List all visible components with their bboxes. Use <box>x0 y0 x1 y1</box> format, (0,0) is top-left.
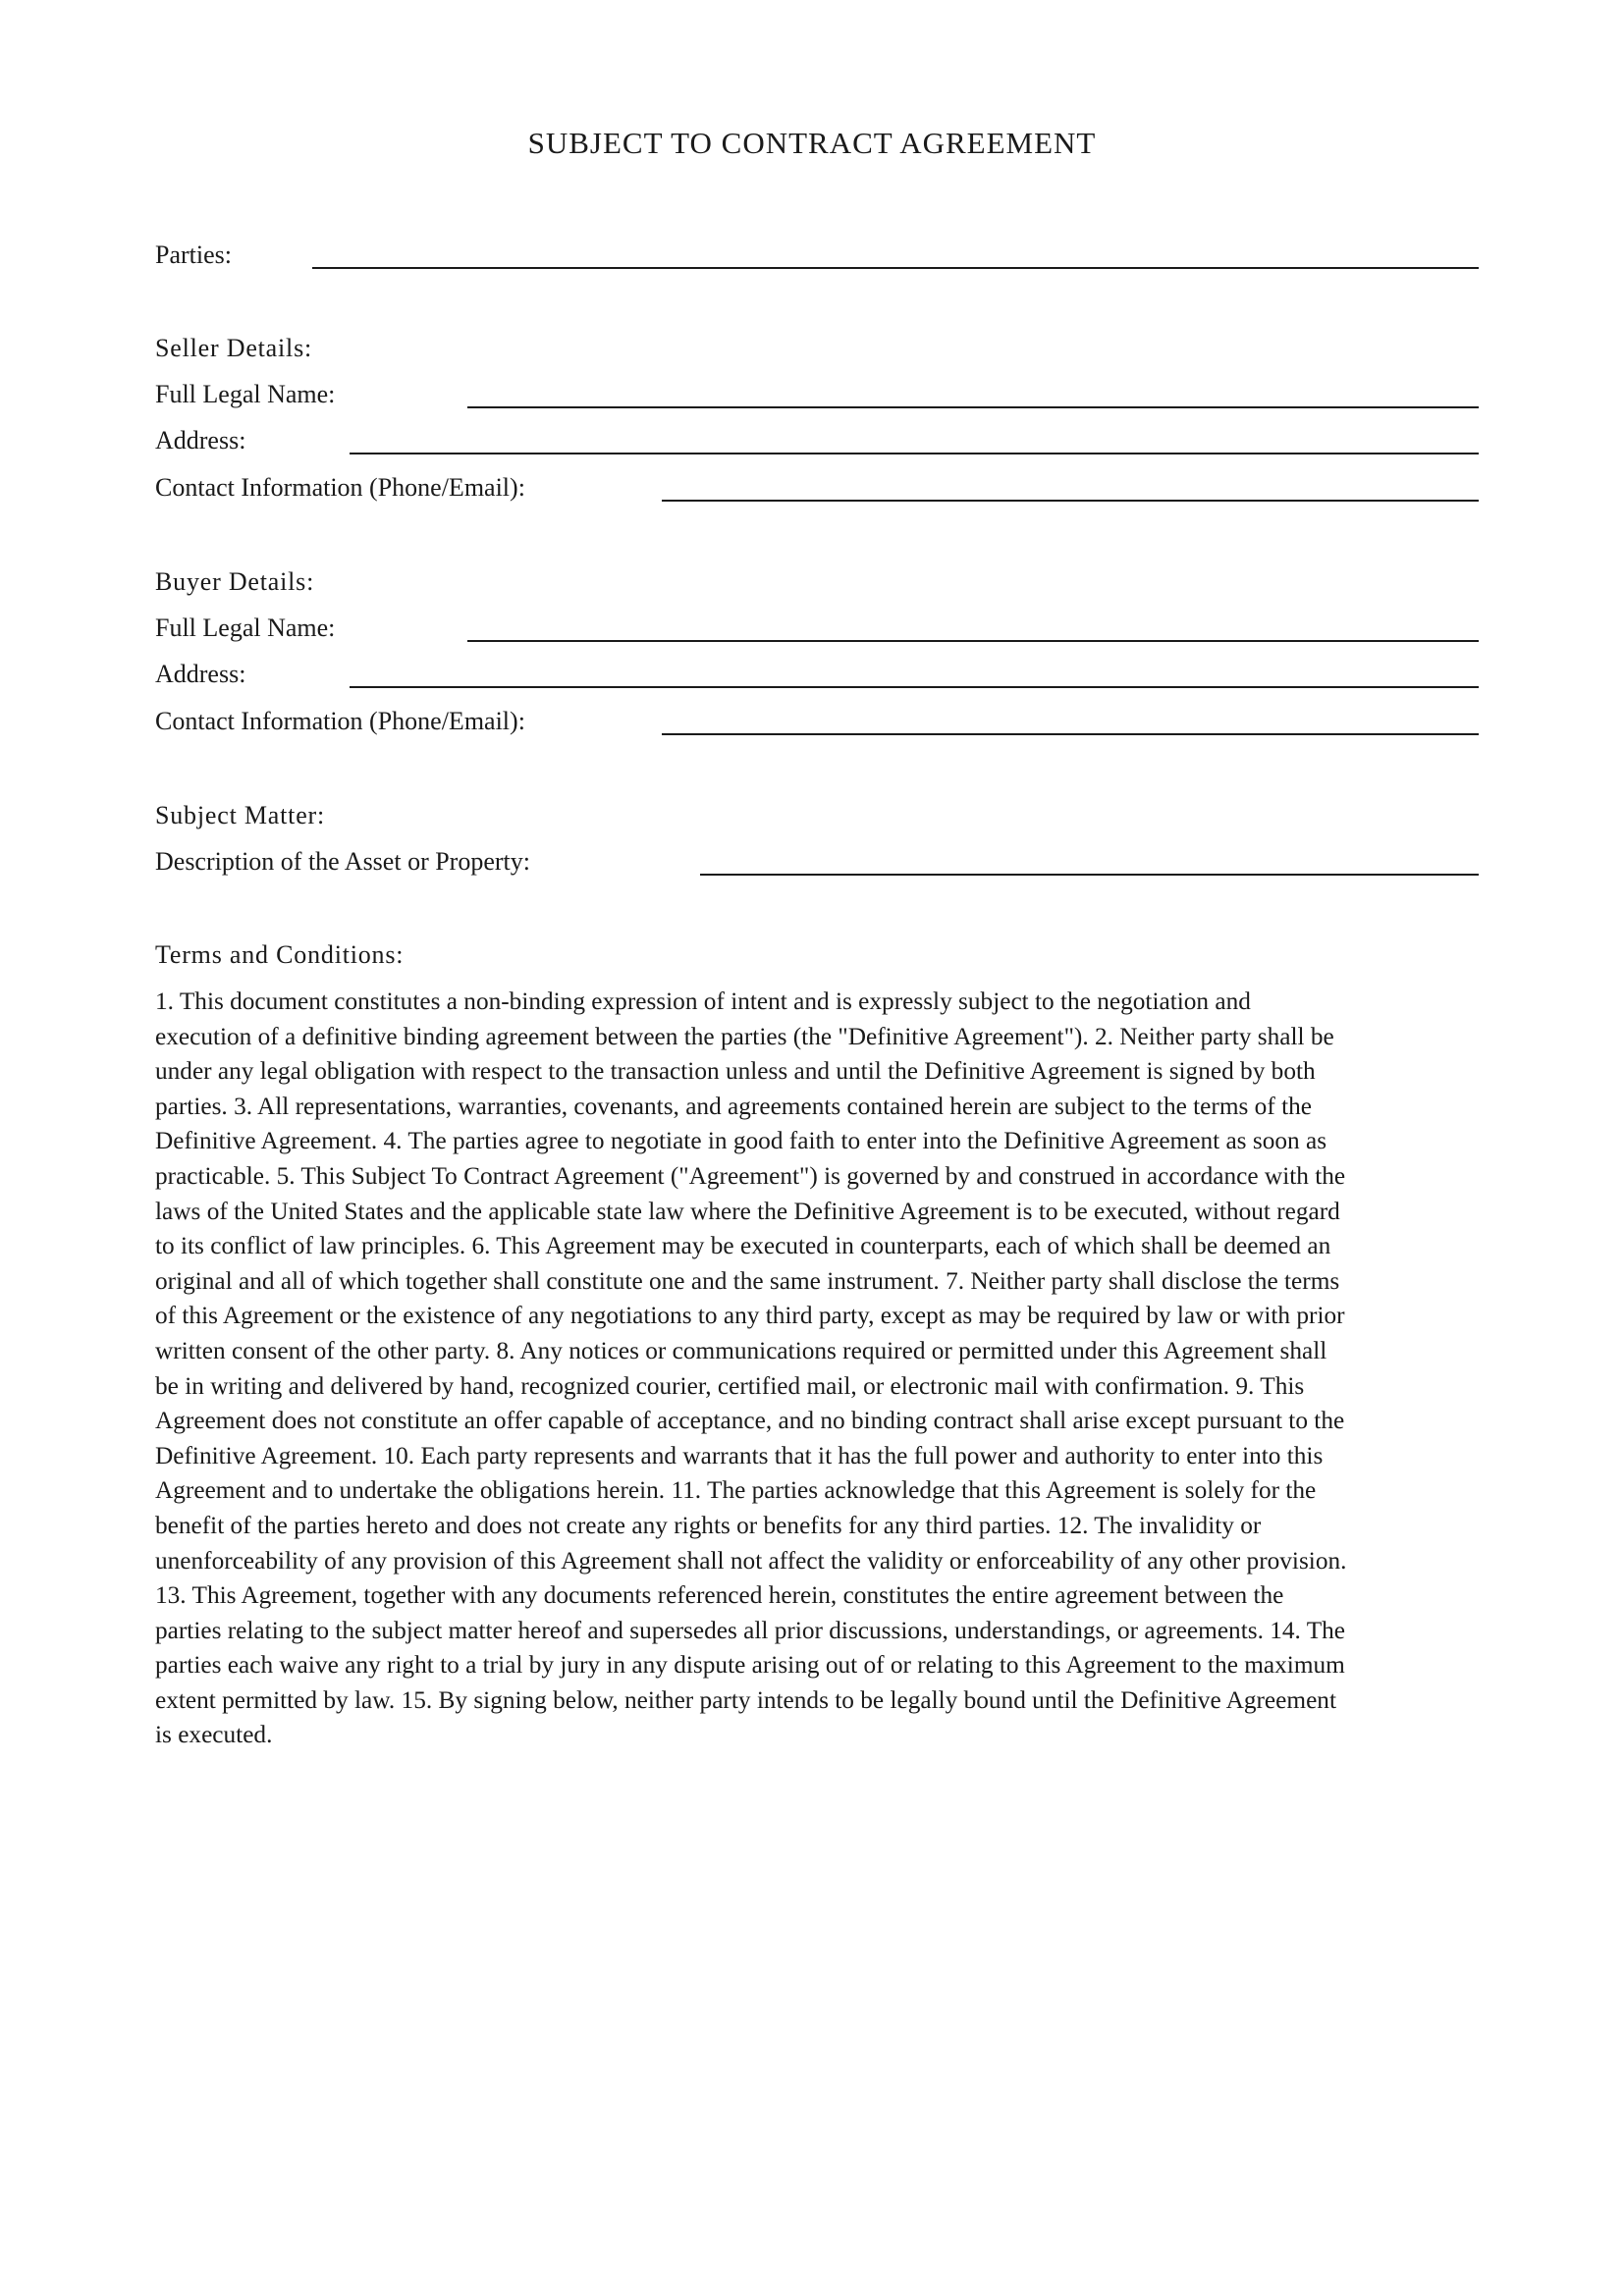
subject-description-row <box>155 838 1479 878</box>
terms-line: practicable. 5. This Subject To Contract Agreement ("Agreement") is governed by and construed in accordance with the <box>155 1161 1346 1190</box>
terms-line: unenforceability of any provision of this Agreement shall not affect the validity or enforceability of any other provision. <box>155 1546 1347 1575</box>
buyer-contact-row <box>155 698 1479 737</box>
seller-contact-blank-line[interactable] <box>662 500 1479 502</box>
terms-line: extent permitted by law. 15. By signing below, neither party intends to be legally bound until the Definitive Agreement <box>155 1685 1336 1714</box>
buyer-address-blank-line[interactable] <box>350 686 1479 688</box>
subject-description-label: Description of the Asset or Property: <box>155 847 530 876</box>
subject-description-blank-line[interactable] <box>700 874 1479 876</box>
terms-line: of this Agreement or the existence of any negotiations to any third party, except as may be required by law or with prior <box>155 1302 1345 1330</box>
seller-address-blank-line[interactable] <box>350 453 1479 454</box>
seller-address-row <box>155 417 1479 456</box>
terms-body <box>155 985 1479 1753</box>
buyer-contact-label: Contact Information (Phone/Email): <box>155 707 525 735</box>
terms-line: Definitive Agreement. 4. The parties agree to negotiate in good faith to enter into the Definitive Agreement as soon as <box>155 1127 1327 1155</box>
seller-contact-label: Contact Information (Phone/Email): <box>155 473 525 502</box>
terms-line: to its conflict of law principles. 6. This Agreement may be executed in counterparts, each of which shall be deemed an <box>155 1232 1331 1260</box>
buyer-name-row <box>155 605 1479 644</box>
terms-line: written consent of the other party. 8. Any notices or communications required or permitted under this Agreement shall <box>155 1336 1327 1364</box>
terms-line: parties each waive any right to a trial by jury in any dispute arising out of or relating to this Agreement to the maximum <box>155 1651 1345 1680</box>
buyer-name-blank-line[interactable] <box>467 640 1479 642</box>
terms-heading: Terms and Conditions: <box>155 940 405 969</box>
terms-line: be in writing and delivered by hand, recognized courier, certified mail, or electronic mail with confirmation. 9. This <box>155 1371 1305 1400</box>
parties-row <box>155 232 1479 271</box>
seller-name-row <box>155 371 1479 410</box>
terms-line: parties relating to the subject matter hereof and supersedes all prior discussions, understandings, or agreements. 14. The <box>155 1616 1346 1644</box>
terms-line: 13. This Agreement, together with any documents referenced herein, constitutes the entire agreement between the <box>155 1581 1284 1610</box>
seller-name-label: Full Legal Name: <box>155 380 336 408</box>
parties-label: Parties: <box>155 240 232 269</box>
terms-line: Agreement does not constitute an offer capable of acceptance, and no binding contract shall arise except pursuant to the <box>155 1407 1345 1435</box>
seller-address-label: Address: <box>155 426 246 454</box>
terms-line: is executed. <box>155 1721 273 1749</box>
buyer-address-row <box>155 651 1479 690</box>
terms-line: execution of a definitive binding agreement between the parties (the "Definitive Agreement"). 2. Neither party shall be <box>155 1022 1334 1050</box>
terms-line: under any legal obligation with respect to the transaction unless and until the Definitive Agreement is signed by both <box>155 1057 1316 1086</box>
document-title: SUBJECT TO CONTRACT AGREEMENT <box>527 126 1097 160</box>
buyer-details-heading: Buyer Details: <box>155 567 315 596</box>
buyer-contact-blank-line[interactable] <box>662 733 1479 735</box>
terms-line: 1. This document constitutes a non-binding expression of intent and is expressly subject to the negotiation and <box>155 988 1251 1015</box>
terms-line: benefit of the parties hereto and does not create any rights or benefits for any third parties. 12. The invalidity or <box>155 1511 1262 1539</box>
terms-line: laws of the United States and the applicable state law where the Definitive Agreement is to be executed, without regard <box>155 1197 1340 1225</box>
buyer-address-label: Address: <box>155 660 246 688</box>
terms-line: parties. 3. All representations, warranties, covenants, and agreements contained herein are subject to the terms of the <box>155 1092 1312 1120</box>
seller-details-heading: Seller Details: <box>155 334 313 362</box>
buyer-name-label: Full Legal Name: <box>155 614 336 642</box>
seller-name-blank-line[interactable] <box>467 406 1479 408</box>
seller-contact-row <box>155 464 1479 504</box>
subject-matter-heading: Subject Matter: <box>155 801 326 829</box>
terms-line: original and all of which together shall constitute one and the same instrument. 7. Neither party shall disclose the terms <box>155 1266 1340 1295</box>
terms-line: Definitive Agreement. 10. Each party represents and warrants that it has the full power and authority to enter into this <box>155 1441 1324 1469</box>
parties-blank-line[interactable] <box>312 267 1479 269</box>
terms-line: Agreement and to undertake the obligations herein. 11. The parties acknowledge that this Agreement is solely for the <box>155 1476 1317 1505</box>
